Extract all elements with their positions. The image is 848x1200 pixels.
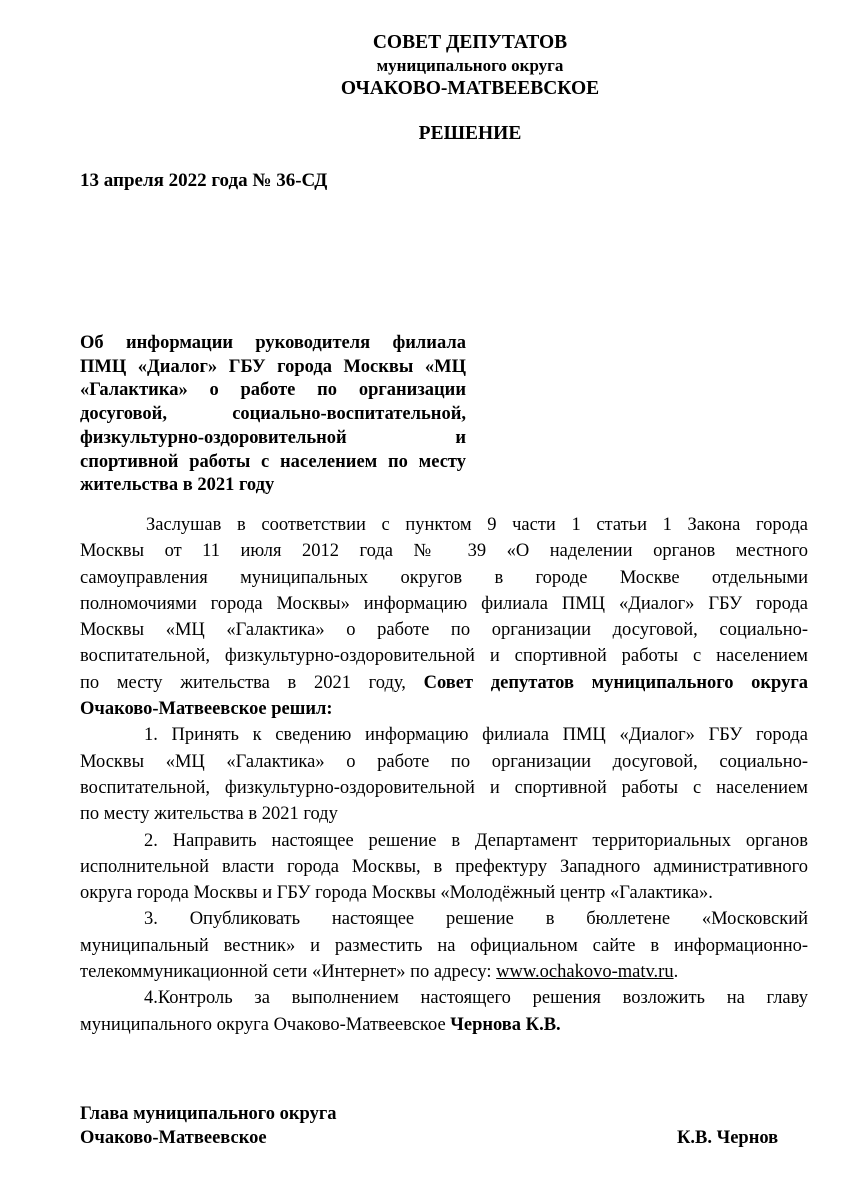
item-3-period: . <box>673 962 679 983</box>
signature-title-line-1: Глава муниципального округа <box>80 1104 337 1124</box>
subject-line: досуговой, социально-воспитательной, <box>80 404 466 425</box>
preamble-resolution-line: Очаково-Матвеевское решил: <box>80 699 333 720</box>
item-3-text: телекоммуникационной сети «Интернет» по адресу: <box>80 962 497 983</box>
council-heading: СОВЕТ ДЕПУТАТОВ <box>372 32 568 53</box>
preamble-line: воспитательной, физкультурно-оздоровительной и спортивной работы с населением <box>80 646 808 667</box>
subject-block <box>80 332 466 498</box>
preamble-bold-text: Совет депутатов муниципального округа <box>423 672 808 693</box>
item-2-line: 2. Направить настоящее решение в Департамент территориальных органов <box>144 830 808 851</box>
preamble-line: Москвы от 11 июля 2012 года № 39 «О наделении органов местного <box>80 541 808 562</box>
website-link[interactable]: www.ochakovo-matv.ru <box>496 962 674 983</box>
district-name-heading: ОЧАКОВО-МАТВЕЕВСКОЕ <box>340 78 600 99</box>
item-1-line: 1. Принять к сведению информацию филиала ПМЦ «Диалог» ГБУ города <box>144 725 808 746</box>
preamble-line: полномочиями города Москвы» информацию филиала ПМЦ «Диалог» ГБУ города <box>80 593 808 614</box>
head-name-bold: Чернова К.В. <box>450 1014 561 1035</box>
item-2-line: исполнительной власти города Москвы, в префектуру Западного административного <box>80 856 808 877</box>
subject-line: жительства в 2021 году <box>80 475 275 496</box>
preamble-line <box>80 670 808 696</box>
district-type-heading: муниципального округа <box>376 56 564 75</box>
subject-line: «Галактика» о работе по организации <box>80 380 466 401</box>
subject-line: Об информации руководителя филиала <box>80 333 466 353</box>
item-4-line: 4.Контроль за выполнением настоящего решения возложить на главу <box>144 988 808 1009</box>
preamble-line: Москвы «МЦ «Галактика» о работе по организации досуговой, социально- <box>80 620 808 641</box>
date-and-number: 13 апреля 2022 года № 36-СД <box>80 170 328 191</box>
item-4-line <box>80 1012 808 1038</box>
document-type-heading: РЕШЕНИЕ <box>418 123 522 144</box>
subject-line: спортивной работы с населением по месту <box>80 451 466 472</box>
preamble-line: Заслушав в соответствии с пунктом 9 части 1 статьи 1 Закона города <box>146 515 808 535</box>
decision-body <box>80 512 808 1038</box>
item-4-text: муниципального округа Очаково-Матвеевское <box>80 1014 451 1035</box>
item-3-line <box>80 959 808 985</box>
item-1-line: Москвы «МЦ «Галактика» о работе по организации досуговой, социально- <box>80 751 808 772</box>
item-2-line: округа города Москвы и ГБУ города Москвы «Молодёжный центр «Галактика». <box>80 883 713 904</box>
item-1-line: по месту жительства в 2021 году <box>80 804 338 825</box>
signatory-name: К.В. Чернов <box>677 1128 779 1148</box>
subject-line: физкультурно-оздоровительной и <box>80 427 466 448</box>
item-1-line: воспитательной, физкультурно-оздоровительной и спортивной работы с населением <box>80 777 808 798</box>
item-3-line: муниципальный вестник» и разместить на официальном сайте в информационно- <box>80 935 808 956</box>
preamble-text: по месту жительства в 2021 году, <box>80 672 424 693</box>
preamble-line: самоуправления муниципальных округов в городе Москве отдельными <box>80 567 808 588</box>
item-3-line: 3. Опубликовать настоящее решение в бюллетене «Московский <box>144 909 808 930</box>
signature-title-line-2: Очаково-Матвеевское <box>80 1128 267 1148</box>
subject-line: ПМЦ «Диалог» ГБУ города Москвы «МЦ <box>80 356 466 377</box>
